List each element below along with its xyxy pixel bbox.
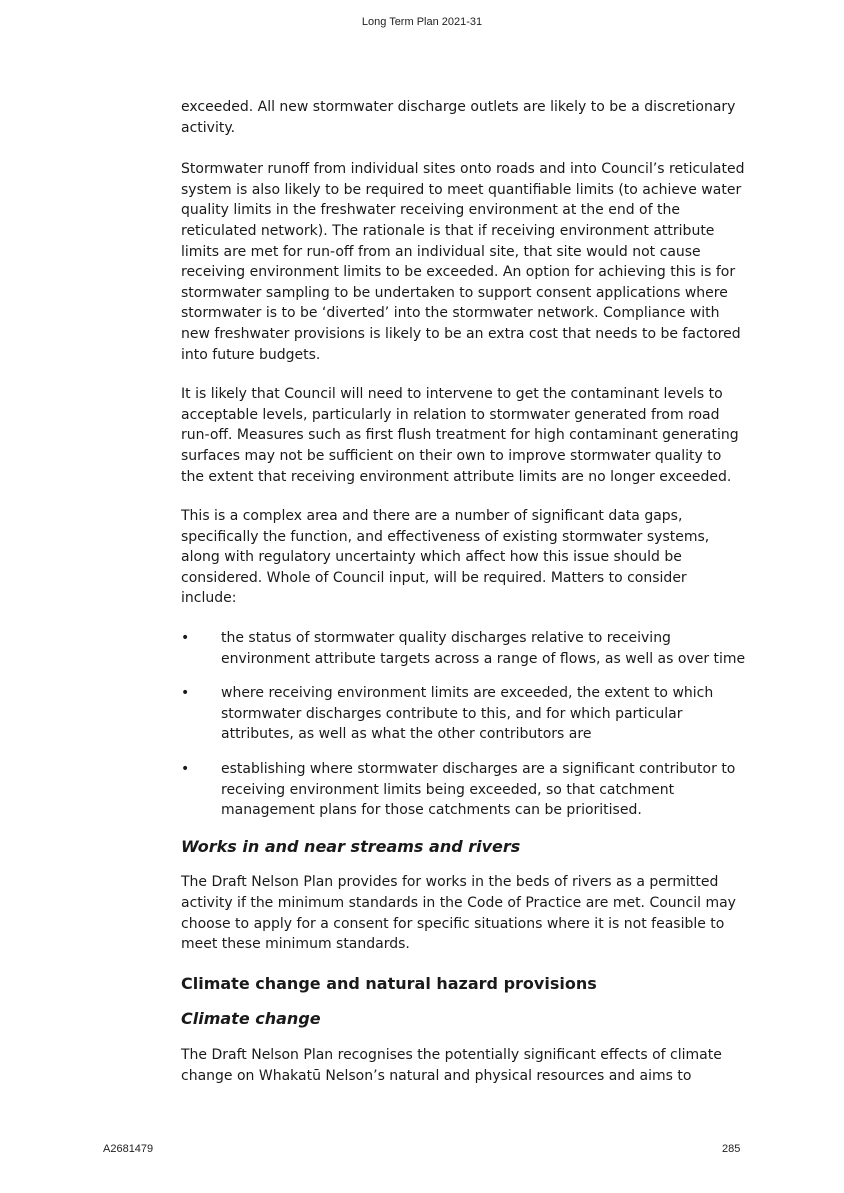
- considerations-list: [181, 628, 746, 821]
- paragraph-3: It is likely that Council will need to intervene to get the contaminant levels to acceptable levels, particularly in relation to stormwater generated from road run-off. Measures such as first flush treatment for high contaminant generating surfaces may not be sufficient on their own to improve stormwater quality to the extent that receiving environment attribute limits are no longer exceeded.: [181, 386, 739, 485]
- list-item: [181, 759, 746, 821]
- list-item-text: establishing where stormwater discharges are a significant contributor to receiving environment limits being exceeded, so that catchment management plans for those catchments can be prioritised.: [221, 761, 736, 819]
- list-item: [181, 628, 746, 669]
- list-item-text: the status of stormwater quality discharges relative to receiving environment attribute targets across a range of flows, as well as over time: [221, 630, 746, 667]
- heading-climate-hazard-provisions: Climate change and natural hazard provisions: [181, 973, 597, 993]
- document-id: A2681479: [103, 1143, 154, 1155]
- heading-climate-change: Climate change: [181, 1009, 321, 1029]
- paragraph-2: Stormwater runoff from individual sites onto roads and into Council’s reticulated system is also likely to be required to meet quantifiable limits (to achieve water quality limits in the freshwater receiving environment at the end of the reticulated network). The rationale is that if receiving environment attribute limits are met for run-off from an individual site, that site would not cause receiving environment limits to be exceeded. An option for achieving this is for stormwater sampling to be undertaken to support consent applications where stormwater is to be ‘diverted’ into the stormwater network. Compliance with new freshwater provisions is likely to be an extra cost that needs to be factored into future budgets.: [181, 161, 745, 363]
- bullet-icon: •: [181, 761, 190, 778]
- bullet-icon: •: [181, 685, 190, 702]
- list-item-text: where receiving environment limits are exceeded, the extent to which stormwater discharges contribute to this, and for which particular attributes, as well as what the other contributors are: [221, 685, 714, 743]
- document-body: [181, 97, 746, 1107]
- paragraph-5: The Draft Nelson Plan provides for works in the beds of rivers as a permitted activity if the minimum standards in the Code of Practice are met. Council may choose to apply for a consent for specific situations where it is not feasible to meet these minimum standards.: [181, 874, 736, 953]
- paragraph-1: exceeded. All new stormwater discharge outlets are likely to be a discretionary activity.: [181, 99, 736, 136]
- list-item: [181, 683, 746, 745]
- bullet-icon: •: [181, 630, 190, 647]
- page-number: 285: [722, 1143, 741, 1155]
- page-header: Long Term Plan 2021-31: [361, 16, 483, 28]
- paragraph-4: This is a complex area and there are a number of significant data gaps, specifically the function, and effectiveness of existing stormwater systems, along with regulatory uncertainty which affect how this issue should be considered. Whole of Council input, will be required. Matters to consider include:: [181, 508, 710, 607]
- heading-works-streams-rivers: Works in and near streams and rivers: [181, 836, 521, 856]
- paragraph-6: The Draft Nelson Plan recognises the potentially significant effects of climate change on Whakatū Nelson’s natural and physical resources and aims to: [181, 1046, 722, 1084]
